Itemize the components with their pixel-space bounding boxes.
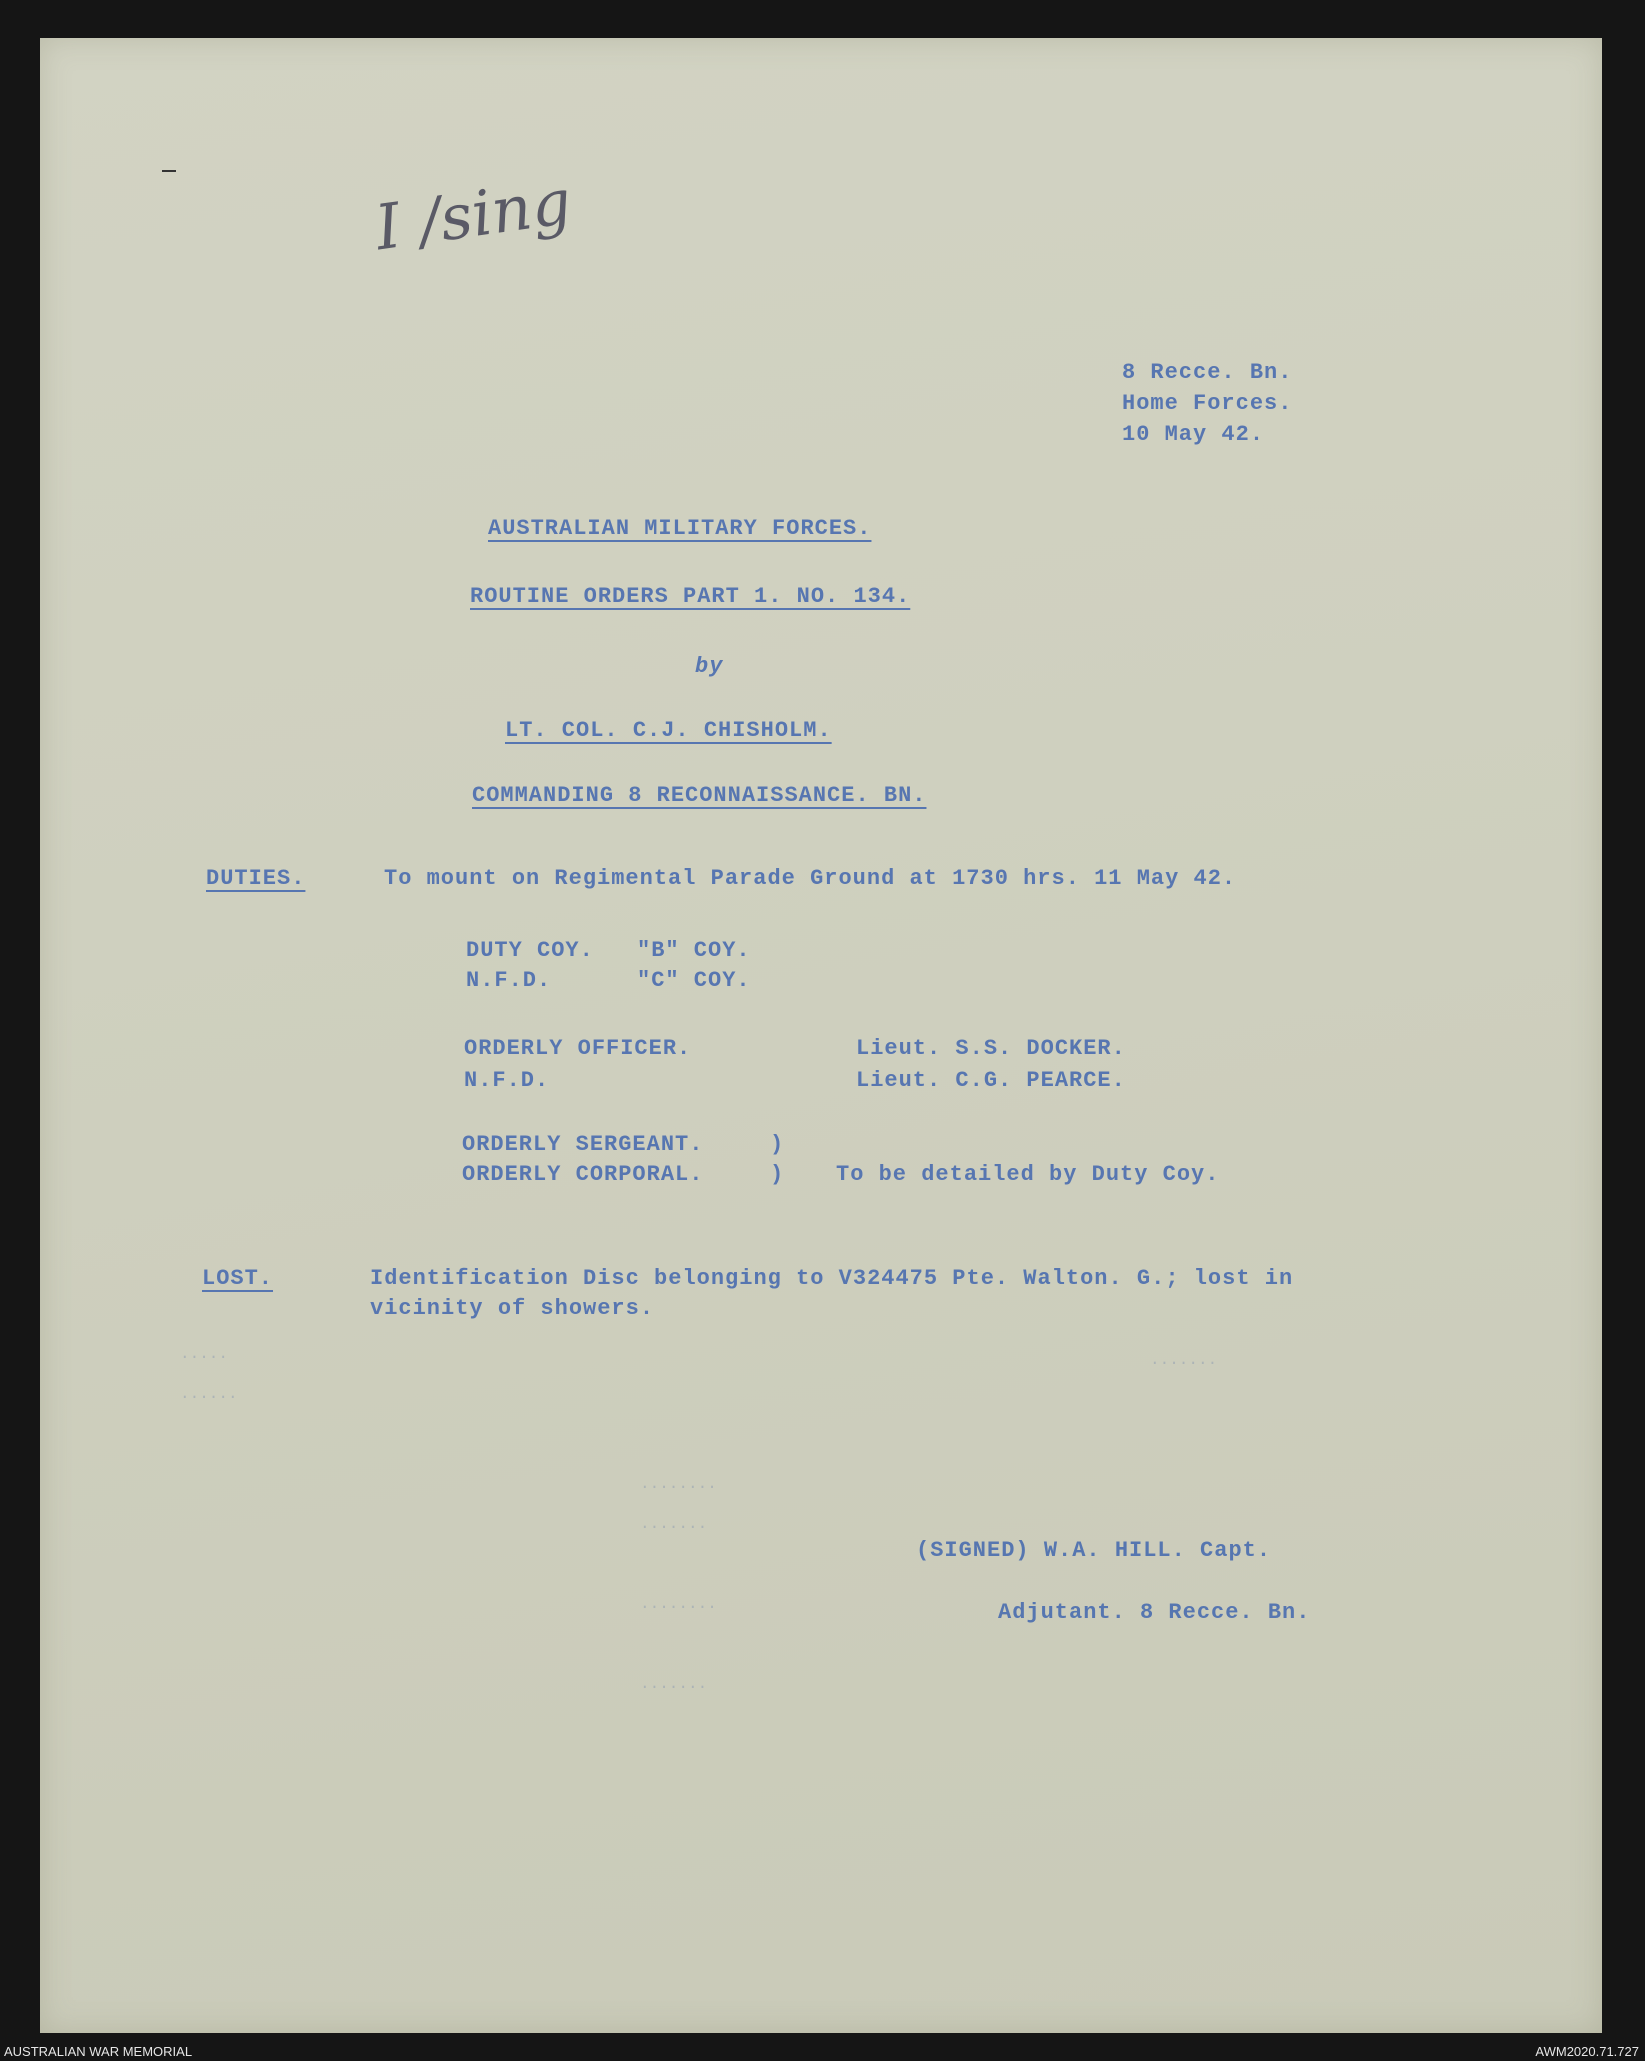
footer-credit: AUSTRALIAN WAR MEMORIAL [4, 2044, 193, 2059]
sender-unit: 8 Recce. Bn. [1122, 360, 1293, 385]
bracket-top: ) [770, 1132, 785, 1157]
lost-line1: Identification Disc belonging to V324475 Pte. Walton. G.; lost in [370, 1266, 1294, 1291]
show-through-mark: ······· [640, 1678, 708, 1696]
show-through-mark: ······· [1150, 1354, 1218, 1372]
nfd-officer-value: Lieut. C.G. PEARCE. [856, 1068, 1126, 1093]
heading-commander: LT. COL. C.J. CHISHOLM. [505, 718, 832, 743]
sender-date: 10 May 42. [1122, 422, 1265, 447]
duty-coy-value: "B" COY. [637, 938, 751, 963]
heading-command: COMMANDING 8 RECONNAISSANCE. BN. [472, 783, 927, 808]
show-through-mark: ······· [640, 1518, 708, 1536]
signed-line: (SIGNED) W.A. HILL. Capt. [916, 1538, 1272, 1563]
show-through-mark: ········ [640, 1598, 717, 1616]
nfd-coy-value: "C" COY. [637, 968, 751, 993]
show-through-mark: ······ [180, 1388, 238, 1406]
orderly-sergeant-label: ORDERLY SERGEANT. [462, 1132, 704, 1157]
ink-mark [162, 170, 176, 172]
footer-accession: AWM2020.71.727 [1535, 2044, 1639, 2059]
heading-by: by [695, 654, 724, 679]
nfd-officer-label: N.F.D. [464, 1068, 550, 1093]
duty-coy-label: DUTY COY. [466, 938, 594, 963]
duties-text: To mount on Regimental Parade Ground at 1730 hrs. 11 May 42. [384, 866, 1237, 891]
orderly-officer-label: ORDERLY OFFICER. [464, 1036, 692, 1061]
lost-label: LOST. [202, 1266, 274, 1291]
orderly-officer-value: Lieut. S.S. DOCKER. [856, 1036, 1126, 1061]
sender-forces: Home Forces. [1122, 391, 1293, 416]
heading-order: ROUTINE ORDERS PART 1. NO. 134. [470, 584, 911, 609]
handwritten-annotation: I /sing [370, 164, 576, 265]
bracket-bottom: ) [770, 1162, 785, 1187]
duties-label: DUTIES. [206, 866, 306, 891]
detail-text: To be detailed by Duty Coy. [836, 1162, 1220, 1187]
lost-line2: vicinity of showers. [370, 1296, 655, 1321]
nfd-coy-label: N.F.D. [466, 968, 552, 993]
adjutant-line: Adjutant. 8 Recce. Bn. [998, 1600, 1311, 1625]
document-page [40, 38, 1602, 2033]
show-through-mark: ····· [180, 1348, 229, 1366]
heading-force: AUSTRALIAN MILITARY FORCES. [488, 516, 872, 541]
show-through-mark: ········ [640, 1478, 717, 1496]
orderly-corporal-label: ORDERLY CORPORAL. [462, 1162, 704, 1187]
